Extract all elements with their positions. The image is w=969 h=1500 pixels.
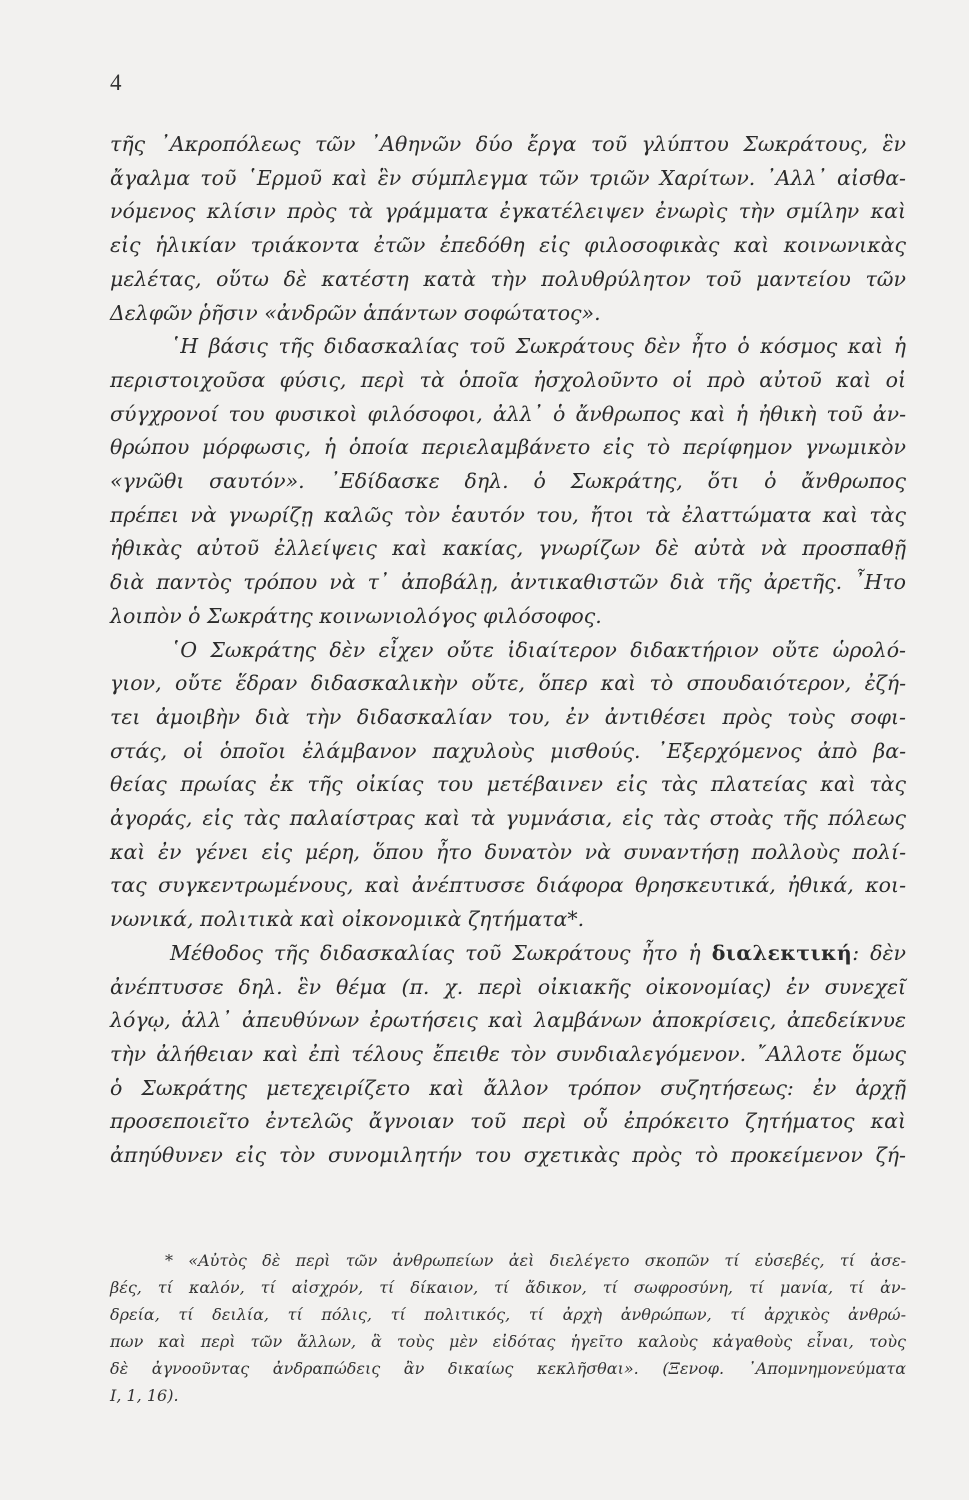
footnote-line: βές, τί καλόν, τί αἰσχρόν, τί δίκαιον, τί ἄδικον, τί σωφροσύνη, τί μανία, τί ἀν- (110, 1278, 906, 1297)
footnote-line: δὲ ἀγνοοῦντας ἀνδραπώδεις ἂν δικαίως κεκλῆσθαι». (Ξενοφ. ᾽Απομνημονεύματα (110, 1359, 906, 1378)
text-line: προσεποιεῖτο ἐντελῶς ἄγνοιαν τοῦ περὶ οὗ ἐπρόκειτο ζητήματος καὶ (110, 1109, 906, 1134)
text-line: μελέτας, οὕτω δὲ κατέστη κατὰ τὴν πολυθρύλητον τοῦ μαντείου τῶν (110, 266, 906, 291)
text-line: ἀγοράς, εἰς τὰς παλαίστρας καὶ τὰ γυμνάσια, εἰς τὰς στοὰς τῆς πόλεως (110, 806, 906, 831)
text-line: τῆς ᾽Ακροπόλεως τῶν ᾽Αθηνῶν δύο ἔργα τοῦ γλύπτου Σωκράτους, ἓν (110, 132, 906, 156)
paragraph-start-line: ῾Η βάσις τῆς διδασκαλίας τοῦ Σωκράτους δὲν ἦτο ὁ κόσμος καὶ ἡ (170, 334, 906, 359)
footnote-line: I, 1, 16). (110, 1386, 179, 1405)
text-line: στάς, οἱ ὁποῖοι ἐλάμβανον παχυλοὺς μισθούς. ᾽Εξερχόμενος ἀπὸ βα- (110, 738, 906, 763)
text-line: νωνικά, πολιτικὰ καὶ οἰκονομικὰ ζητήματα*. (110, 907, 585, 932)
text-line: «γνῶθι σαυτόν». ᾽Εδίδασκε δηλ. ὁ Σωκράτης, ὅτι ὁ ἄνθρωπος (110, 469, 906, 494)
footnote-line: πων καὶ περὶ τῶν ἄλλων, ἃ τοὺς μὲν εἰδότας ἡγεῖτο καλοὺς κἀγαθοὺς εἶναι, τοὺς (110, 1332, 906, 1351)
text-line: Δελφῶν ῥῆσιν «ἀνδρῶν ἁπάντων σοφώτατος». (110, 300, 601, 325)
method-intro-continuation: : δὲν (852, 940, 906, 965)
text-line: ἄγαλμα τοῦ ῾Ερμοῦ καὶ ἓν σύμπλεγμα τῶν τριῶν Χαρίτων. ᾽Αλλ᾽ αἰσθα- (110, 165, 906, 190)
text-line: σύγχρονοί του φυσικοὶ φιλόσοφοι, ἀλλ᾽ ὁ ἄνθρωπος καὶ ἡ ἠθικὴ τοῦ ἀν- (110, 401, 906, 426)
text-line: γιον, οὔτε ἕδραν διδασκαλικὴν οὔτε, ὅπερ καὶ τὸ σπουδαιότερον, ἐζή- (110, 671, 906, 696)
dialectic-term: διαλεκτική (711, 940, 853, 965)
text-line: πρέπει νὰ γνωρίζῃ καλῶς τὸν ἑαυτόν του, ἤτοι τὰ ἐλαττώματα καὶ τὰς (110, 502, 906, 527)
text-line: λοιπὸν ὁ Σωκράτης κοινωνιολόγος φιλόσοφος. (110, 603, 602, 628)
text-line: τὴν ἀλήθειαν καὶ ἐπὶ τέλους ἔπειθε τὸν συνδιαλεγόμενον. ῎Αλλοτε ὅμως (110, 1041, 906, 1066)
page-number: 4 (110, 70, 122, 95)
text-line: καὶ ἐν γένει εἰς μέρη, ὅπου ἦτο δυνατὸν νὰ συναντήσῃ πολλοὺς πολί- (110, 839, 906, 864)
text-line: εἰς ἡλικίαν τριάκοντα ἐτῶν ἐπεδόθη εἰς φιλοσοφικὰς καὶ κοινωνικὰς (110, 233, 906, 258)
text-line: λόγῳ, ἀλλ᾽ ἀπευθύνων ἐρωτήσεις καὶ λαμβάνων ἀποκρίσεις, ἀπεδείκνυε (110, 1008, 906, 1033)
footnote-line: δρεία, τί δειλία, τί πόλις, τί πολιτικός, τί ἀρχὴ ἀνθρώπων, τί ἀρχικὸς ἀνθρώ- (110, 1305, 906, 1324)
text-line: ἀπηύθυνεν εἰς τὸν συνομιλητήν του σχετικὰς πρὸς τὸ προκείμενον ζή- (110, 1143, 906, 1168)
text-line: ἀνέπτυσσε δηλ. ἓν θέμα (π. χ. περὶ οἰκιακῆς οἰκονομίας) ἐν συνεχεῖ (110, 974, 906, 999)
footnote (110, 1247, 906, 1409)
text-line: περιστοιχοῦσα φύσις, περὶ τὰ ὁποῖα ἠσχολοῦντο οἱ πρὸ αὐτοῦ καὶ οἱ (110, 367, 906, 392)
paragraph-start-line: ῾Ο Σωκράτης δὲν εἶχεν οὔτε ἰδιαίτερον διδακτήριον οὔτε ὡρολό- (170, 637, 906, 662)
text-line: ὁ Σωκράτης μετεχειρίζετο καὶ ἄλλον τρόπον συζητήσεως: ἐν ἀρχῇ (110, 1075, 906, 1100)
text-line: τας συγκεντρωμένους, καὶ ἀνέπτυσσε διάφορα θρησκευτικά, ἠθικά, κοι- (110, 873, 906, 898)
text-line: διὰ παντὸς τρόπου νὰ τ᾽ ἀποβάλῃ, ἀντικαθιστῶν διὰ τῆς ἀρετῆς. ῏Ητο (110, 570, 906, 595)
text-line: ἠθικὰς αὐτοῦ ἐλλείψεις καὶ κακίας, γνωρίζων δὲ αὐτὰ νὰ προσπαθῇ (110, 536, 906, 561)
text-line: νόμενος κλίσιν πρὸς τὰ γράμματα ἐγκατέλειψεν ἐνωρὶς τὴν σμίλην καὶ (110, 199, 906, 224)
paragraph-start-line (110, 937, 906, 971)
method-intro-text: Μέθοδος τῆς διδασκαλίας τοῦ Σωκράτους ἦτο ἡ (170, 940, 701, 965)
text-line: τει ἀμοιβὴν διὰ τὴν διδασκαλίαν του, ἐν ἀντιθέσει πρὸς τοὺς σοφι- (110, 704, 906, 729)
text-line: θρώπου μόρφωσις, ἡ ὁποία περιελαμβάνετο εἰς τὸ περίφημον γνωμικὸν (110, 435, 906, 460)
footnote-line: * «Αὐτὸς δὲ περὶ τῶν ἀνθρωπείων ἀεὶ διελέγετο σκοπῶν τί εὐσεβές, τί ἀσε- (165, 1251, 906, 1270)
main-body-text (110, 128, 906, 1173)
text-line: θείας πρωίας ἐκ τῆς οἰκίας του μετέβαινεν εἰς τὰς πλατείας καὶ τὰς (110, 772, 906, 797)
